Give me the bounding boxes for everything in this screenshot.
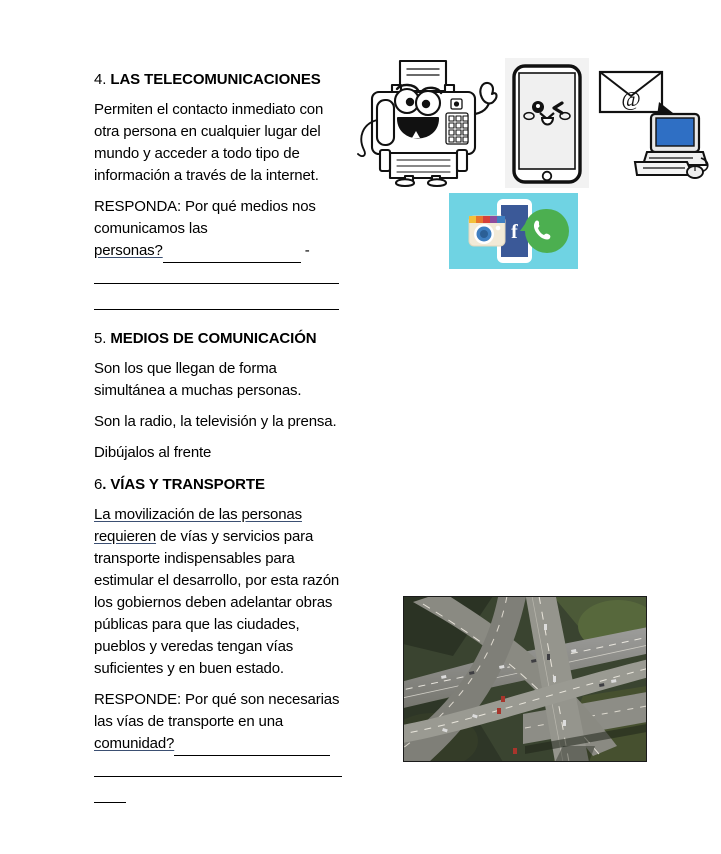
smartphone-kawaii-face-illustration bbox=[505, 58, 589, 188]
trailing-dash: - bbox=[304, 242, 310, 259]
heading-telecomunicaciones bbox=[94, 70, 342, 90]
cartoon-fax-machine-illustration bbox=[352, 58, 498, 188]
paragraph-medios-body-1: Son los que llegan de forma simultánea a muchas personas. bbox=[94, 360, 302, 399]
answer-rule-short bbox=[94, 802, 126, 803]
answer-line-row-2[interactable] bbox=[94, 263, 342, 289]
social-media-apps-illustration bbox=[449, 193, 578, 269]
paragraph-vias-body bbox=[94, 504, 342, 680]
heading-number-suffix: . bbox=[102, 476, 107, 493]
heading-medios-de-comunicacion bbox=[94, 329, 342, 349]
highway-interchange-aerial-photo bbox=[403, 596, 647, 762]
heading-vias-y-transporte bbox=[94, 475, 342, 495]
document-text-column bbox=[94, 70, 342, 808]
heading-number: 5. bbox=[94, 330, 107, 347]
heading-number: 6 bbox=[94, 476, 103, 493]
svg-text:@: @ bbox=[621, 87, 641, 111]
email-envelope-computer-illustration bbox=[597, 58, 715, 180]
question-lead-vias: RESPONDE: Por qué son necesarias las vías de transporte en una bbox=[94, 691, 340, 730]
answer-line-row-1[interactable] bbox=[94, 240, 342, 263]
answer-line-row-3[interactable] bbox=[94, 289, 342, 315]
answer-line-row-6[interactable] bbox=[94, 782, 342, 808]
answer-rule bbox=[94, 776, 342, 777]
heading-title: LAS TELECOMUNICACIONES bbox=[110, 71, 321, 88]
paragraph-telecomunicaciones-body: Permiten el contacto inmediato con otra persona en cualquier lugar del mundo y acceder a todo tipo de información a través de la internet. bbox=[94, 101, 324, 184]
spellcheck-word-comunidad: comunidad? bbox=[94, 735, 175, 752]
spellcheck-word-personas: personas? bbox=[94, 242, 163, 259]
heading-number: 4. bbox=[94, 71, 107, 88]
question-lead-telecomunicaciones: RESPONDA: Por qué medios nos comunicamos las bbox=[94, 198, 316, 237]
answer-rule bbox=[94, 309, 339, 310]
heading-title: MEDIOS DE COMUNICACIÓN bbox=[110, 330, 317, 347]
paragraph-vias-body-rest: de vías y servicios para transporte indispensables para estimular el desarrollo, por esta razón los gobiernos deben adelantar obras públicas para que las ciudades, pueblos y veredas tengan vías suficientes y en buen estado. bbox=[94, 528, 340, 677]
heading-title: VÍAS Y TRANSPORTE bbox=[110, 476, 265, 493]
spellcheck-phrase-movilizacion: La movilización de las personas requieren bbox=[94, 506, 302, 545]
paragraph-medios-body-2: Son la radio, la televisión y la prensa. bbox=[94, 413, 337, 430]
answer-rule bbox=[94, 283, 339, 284]
answer-line-row-4[interactable] bbox=[94, 733, 342, 756]
answer-line-row-5[interactable] bbox=[94, 756, 342, 782]
paragraph-medios-body-3: Dibújalos al frente bbox=[94, 444, 212, 461]
svg-text:f: f bbox=[511, 221, 518, 243]
